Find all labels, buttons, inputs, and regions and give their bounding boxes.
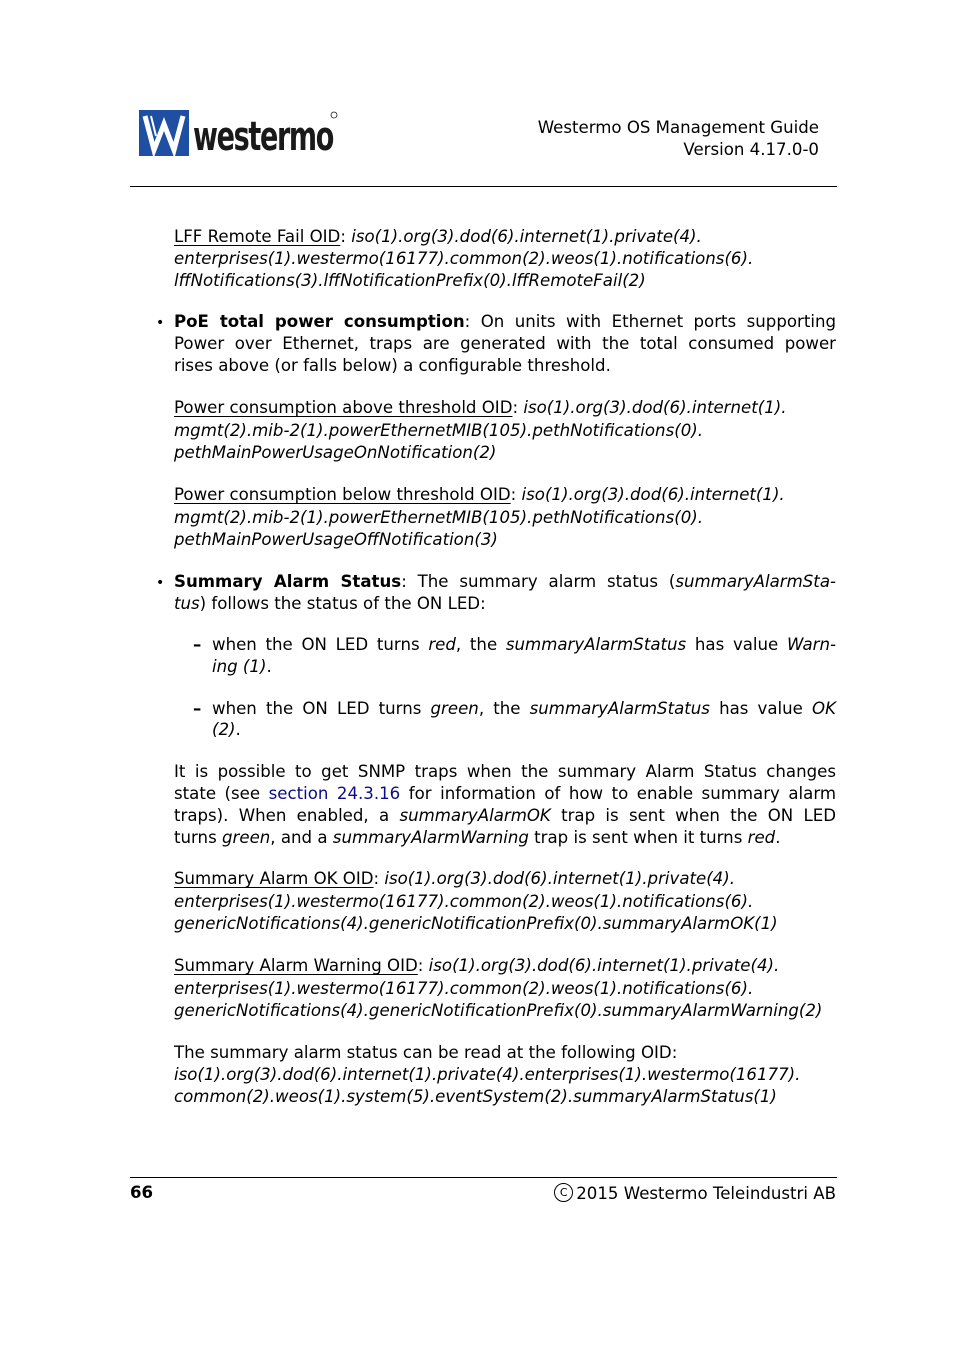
poe-line-3: rises above (or falls below) a configurable threshold. (174, 356, 611, 375)
summary-line-2: tus) follows the status of the ON LED: (174, 594, 486, 613)
summary-line-1: Summary Alarm Status: The summary alarm status (summaryAlarmSta- (174, 572, 836, 591)
red-item-line-2: ing (1). (212, 657, 272, 676)
copyright (554, 1183, 836, 1204)
ok-oid-label: Summary Alarm OK OID (174, 869, 374, 888)
header-rule (130, 186, 837, 187)
poe-line-2: Power over Ethernet, traps are generated with the total consumed power (174, 334, 836, 353)
poe-above-line-1: Power consumption above threshold OID: iso(1).org(3).dod(6).internet(1). (174, 398, 787, 417)
poe-line-1: PoE total power consumption: On units with Ethernet ports supporting (174, 312, 836, 331)
poe-title: PoE total power consumption (174, 312, 465, 331)
poe-below-line-2: mgmt(2).mib-2(1).powerEthernetMIB(105).pethNotifications(0). (174, 508, 703, 527)
warn-oid-label: Summary Alarm Warning OID (174, 956, 418, 975)
warn-oid-line-2: enterprises(1).westermo(16177).common(2).weos(1).notifications(6). (174, 979, 754, 998)
green-dash: – (193, 699, 202, 718)
copyright-text: 2015 Westermo Teleindustri AB (576, 1184, 836, 1203)
poe-below-line-1: Power consumption below threshold OID: iso(1).org(3).dod(6).internet(1). (174, 485, 785, 504)
red-item-line-1: when the ON LED turns red, the summaryAlarmStatus has value Warn- (212, 635, 836, 654)
read-oid-line-1: iso(1).org(3).dod(6).internet(1).private(4).enterprises(1).westermo(16177). (174, 1065, 801, 1084)
green-item-line-2: (2). (212, 720, 241, 739)
westermo-logo (139, 110, 339, 158)
poe-above-line-3: pethMainPowerUsageOnNotification(2) (174, 443, 497, 462)
green-item-line-1: when the ON LED turns green, the summaryAlarmStatus has value OK (212, 699, 836, 718)
traps-line-4: turns green, and a summaryAlarmWarning trap is sent when it turns red. (174, 828, 781, 847)
poe-above-label: Power consumption above threshold OID (174, 398, 513, 417)
ok-oid-line-2: enterprises(1).westermo(16177).common(2).weos(1).notifications(6). (174, 892, 754, 911)
poe-below-label: Power consumption below threshold OID (174, 485, 511, 504)
ok-oid-line-1: Summary Alarm OK OID: iso(1).org(3).dod(6).internet(1).private(4). (174, 869, 735, 888)
lff-oid-line-3: lffNotifications(3).lffNotificationPrefix(0).lffRemoteFail(2) (174, 271, 646, 290)
lff-oid-line-2: enterprises(1).westermo(16177).common(2).weos(1).notifications(6). (174, 249, 754, 268)
poe-above-line-2: mgmt(2).mib-2(1).powerEthernetMIB(105).pethNotifications(0). (174, 421, 703, 440)
guide-title: Westermo OS Management Guide (537, 118, 819, 137)
traps-line-3: traps). When enabled, a summaryAlarmOK trap is sent when the ON LED (174, 806, 836, 825)
read-oid-line-2: common(2).weos(1).system(5).eventSystem(2).summaryAlarmStatus(1) (174, 1087, 777, 1106)
traps-line-2: state (see section 24.3.16 for information of how to enable summary alarm (174, 784, 837, 803)
logo-wordmark: westermo (193, 114, 334, 160)
poe-below-line-3: pethMainPowerUsageOffNotification(3) (174, 530, 498, 549)
footer-rule (130, 1177, 837, 1178)
warn-oid-line-3: genericNotifications(4).genericNotificationPrefix(0).summaryAlarmWarning(2) (174, 1001, 823, 1020)
summary-bullet: • (156, 575, 165, 591)
traps-line-1: It is possible to get SNMP traps when the summary Alarm Status changes (174, 762, 836, 781)
poe-bullet: • (156, 315, 165, 331)
copyright-icon: C (554, 1183, 573, 1202)
westermo-logo-icon (139, 110, 339, 158)
section-link[interactable]: section 24.3.16 (268, 784, 401, 803)
lff-oid-label: LFF Remote Fail OID (174, 227, 341, 246)
ok-oid-line-3: genericNotifications(4).genericNotificationPrefix(0).summaryAlarmOK(1) (174, 914, 778, 933)
summary-title: Summary Alarm Status (174, 572, 402, 591)
warn-oid-line-1: Summary Alarm Warning OID: iso(1).org(3).dod(6).internet(1).private(4). (174, 956, 780, 975)
red-dash: – (193, 635, 202, 654)
read-oid-intro: The summary alarm status can be read at the following OID: (174, 1043, 678, 1062)
page-number: 66 (130, 1183, 154, 1202)
guide-version: Version 4.17.0-0 (683, 140, 819, 159)
lff-oid-line-1: LFF Remote Fail OID: iso(1).org(3).dod(6).internet(1).private(4). (174, 227, 702, 246)
